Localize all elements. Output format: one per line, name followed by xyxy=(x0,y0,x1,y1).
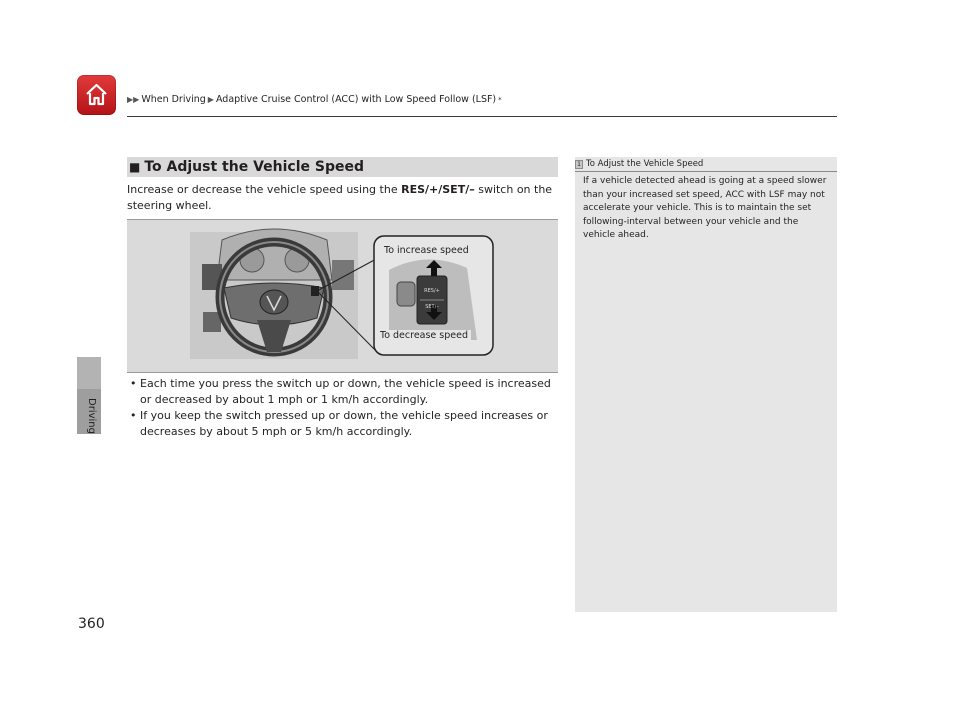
side-tab-label: Driving xyxy=(86,398,97,434)
page-number: 360 xyxy=(78,616,105,632)
note-icon: 1 xyxy=(575,160,583,169)
triangle-right-icon: ▶▶ xyxy=(127,95,140,104)
label-decrease-speed: To decrease speed xyxy=(377,330,471,341)
note-divider xyxy=(575,171,837,172)
home-icon xyxy=(84,82,109,107)
switch-label-res: RES/+ xyxy=(424,288,440,294)
breadcrumb xyxy=(127,94,502,105)
breadcrumb-mark: * xyxy=(498,95,502,104)
home-button[interactable] xyxy=(77,75,116,115)
intro-text-start: Increase or decrease the vehicle speed using the xyxy=(127,183,402,196)
breadcrumb-item-when-driving[interactable]: When Driving xyxy=(141,94,206,105)
switch-name: RES/+/SET/– xyxy=(401,183,475,196)
list-item: • Each time you press the switch up or down, the vehicle speed is increased or decreased by about 1 mph or 1 km/h accordingly. xyxy=(128,376,558,408)
note-title xyxy=(575,159,703,169)
steering-wheel-figure xyxy=(127,219,558,373)
side-tab-previous[interactable] xyxy=(77,357,101,389)
note-body: If a vehicle detected ahead is going at a speed slower than your increased set speed, ACC with LSF may not accelerate your vehicle. This is to maintain the set following-interval between your vehicle and the vehicle ahead. xyxy=(583,176,827,240)
note-title-text: To Adjust the Vehicle Speed xyxy=(586,159,704,169)
intro-paragraph xyxy=(127,182,559,214)
header-divider xyxy=(127,116,837,117)
intro-text-end: switch on the steering wheel. xyxy=(127,183,553,212)
bullet-list xyxy=(128,376,558,440)
list-item: • If you keep the switch pressed up or down, the vehicle speed increases or decreases by about 5 mph or 5 km/h accordingly. xyxy=(128,408,558,440)
triangle-right-icon: ▶ xyxy=(207,95,214,104)
steering-wheel-illustration xyxy=(127,220,558,372)
switch-label-set: SET/– xyxy=(425,304,439,310)
section-marker-icon: ■ xyxy=(129,160,141,174)
breadcrumb-item-acc[interactable]: Adaptive Cruise Control (ACC) with Low Speed Follow (LSF) xyxy=(215,94,497,105)
section-title: To Adjust the Vehicle Speed xyxy=(144,159,364,175)
section-heading xyxy=(127,157,558,177)
label-increase-speed: To increase speed xyxy=(381,245,472,256)
